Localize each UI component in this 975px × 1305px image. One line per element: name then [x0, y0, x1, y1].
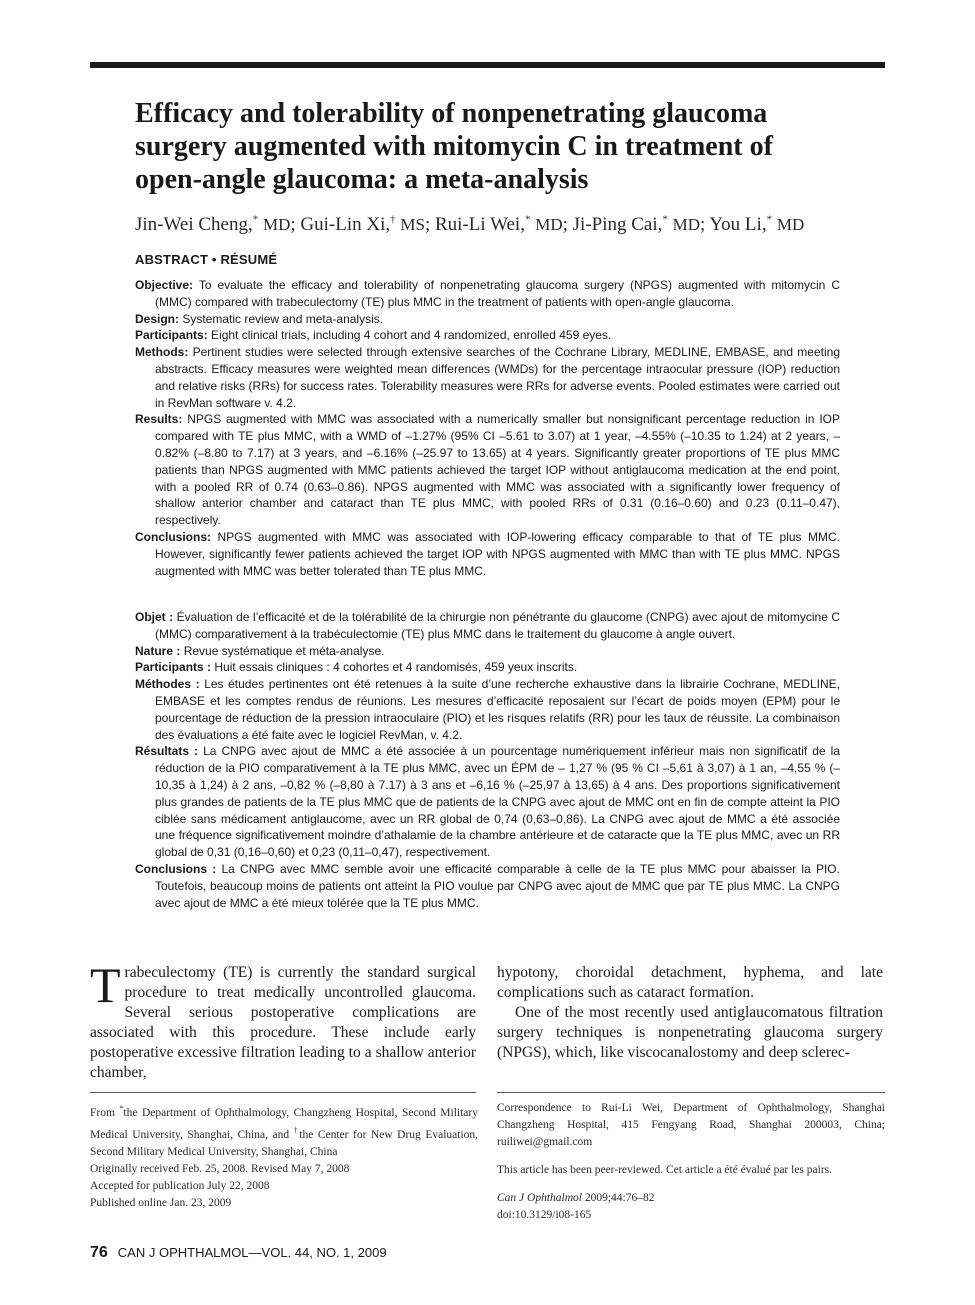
abstract-section: Participants: Eight clinical trials, including 4 cohort and 4 randomized, enrolled 459 eyes. [135, 328, 612, 343]
author: Jin-Wei Cheng,* MD; [135, 214, 301, 236]
author: Ji-Ping Cai,* MD; [572, 214, 710, 236]
page-footer [90, 1244, 387, 1262]
body-column-left [90, 957, 476, 1083]
body-paragraph: One of the most recently used antiglaucomatous filtration surgery techniques is nonpenetrating glaucoma surgery (NPGS), which, like viscocanalostomy and deep sclerec- [497, 1004, 883, 1061]
abstract-section: Methods: Pertinent studies were selected through extensive searches of the Cochrane Library, MEDLINE, EMBASE, and meeting abstracts. Efficacy measures were weighted mean differences (WMDs) for the percentage intraocular pressure (IOP) reduction and relative risks (RRs) for success rates. Tolerability measures were RRs for adverse events. Pooled estimates were carried out in RevMan software v. 4.2. [135, 345, 840, 410]
history-note [90, 1161, 478, 1212]
published-date: Published online Jan. 23, 2009 [90, 1197, 232, 1209]
abstract-heading: ABSTRACT • RÉSUMÉ [135, 252, 278, 267]
abstract-section: Méthodes : Les études pertinentes ont été retenues à la suite d’une recherche exhaustive dans la librairie Cochrane, MEDLINE, EMBASE et les comptes rendus de réunions. Les mesures d’efficacité reposaient sur l’écart de poids moyen (EPM) pour le pourcentage de réduction de la pression intraoculaire (PIO) et les risques relatifs (RR) pour les taux de réussite. La combinaison des évaluations a été faite avec le logiciel RevMan, v. 4.2. [135, 677, 840, 742]
body-paragraph: hypotony, choroidal detachment, hyphema, and late complications such as cataract formation. [497, 964, 883, 1001]
doi: doi:10.3129/i08-165 [497, 1209, 592, 1221]
citation: Can J Ophthalmol 2009;44:76–82 [497, 1192, 655, 1204]
correspondence-note: Correspondence to Rui-Li Wei, Department of Ophthalmology, Shanghai Changzheng Hospital, 415 Fengyang Road, Shanghai 200003, China; ruiliwei@gmail.com [497, 1102, 885, 1148]
footnote-rule [497, 1092, 885, 1093]
citation-note [497, 1190, 885, 1224]
peer-review-note: This article has been peer-reviewed. Cet article a été évalué par les pairs. [497, 1164, 833, 1176]
abstract-section: Objet : Évaluation de l’efficacité et de la tolérabilité de la chirurgie non pénétrante du glaucome (CNPG) avec ajout de mitomycine C (MMC) comparativement à la trabéculectomie (TE) plus MMC dans le traitement du glaucome à angle ouvert. [135, 610, 841, 641]
abstract-section: Participants : Huit essais cliniques : 4 cohortes et 4 randomisés, 459 yeux inscrits. [135, 660, 578, 675]
author: Gui-Lin Xi,† MS; [300, 214, 435, 236]
abstract-section: Conclusions : La CNPG avec MMC semble avoir une efficacité comparable à celle de la TE plus MMC pour abaisser la PIO. Toutefois, beaucoup moins de patients ont atteint la PIO voulue par CNPG avec ajout de MMC que par TE plus MMC. La CNPG avec ajout de MMC a été mieux tolérée que la TE plus MMC. [135, 861, 840, 910]
abstract-section: Nature : Revue systématique et méta-analyse. [135, 643, 385, 658]
journal-running-footer: CAN J OPHTHALMOL—VOL. 44, NO. 1, 2009 [117, 1245, 387, 1260]
author: Rui-Li Wei,* MD; [435, 214, 573, 236]
body-paragraph: Trabeculectomy (TE) is currently the standard surgical procedure to treat medically uncontrolled glaucoma. Several serious postoperative complications are associated with this procedure. These include early postoperative excessive filtration leading to a shallow anterior chamber, [90, 957, 476, 1081]
author: You Li,* MD [709, 214, 805, 236]
abstract-section: Objective: To evaluate the efficacy and tolerability of nonpenetrating glaucoma surgery (NPGS) augmented with mitomycin C (MMC) compared with trabeculectomy (TE) plus MMC in the treatment of patients with open-angle glaucoma. [135, 278, 841, 309]
received-date: Originally received Feb. 25, 2008. Revised May 7, 2008 [90, 1163, 350, 1175]
article-title: Efficacy and tolerability of nonpenetrating glaucoma surgery augmented with mitomycin C in treatment of open-angle glaucoma: a meta-analysis [135, 98, 773, 195]
abstract-section: Design: Systematic review and meta-analysis. [135, 311, 384, 326]
author-list [135, 208, 855, 237]
abstract-section: Résultats : La CNPG avec ajout de MMC a été associée à un pourcentage numériquement inférieur mais non significatif de la réduction de la PIO comparativement à la TE plus MMC, avec un ÉPM de – 1,27 % (95 % CI –5,61 à 3,07) à 1 an, –4,55 % (–10,35 à 1,24) à 2 ans, –0,82 % (–8,80 à 7.17) à 3 ans et –6,16 % (–25,97 à 13,65) à 4 ans. Des proportions significativement plus grandes de patients de la TE plus MMC que de patients de la CNPG avec ajout de MMC ont en fin de compte atteint la PIO ciblée sans médicament antiglaucome, avec un RR global de 0,74 (0,63–0,86). La CNPG avec ajout de MMC a été associée une fréquence significativement moindre d’athalamie de la chambre antérieure et de cataracte que la TE plus MMC, avec un RR global de 0,31 (0,16–0,60) et 0,23 (0,11–0,47), respectivement. [135, 744, 840, 860]
page-number: 76 [90, 1244, 108, 1261]
abstract-section: Results: NPGS augmented with MMC was associated with a numerically smaller but nonsignificant percentage reduction in IOP compared with TE plus MMC, with a WMD of –1.27% (95% CI –5.61 to 3.07) at 1 year, –4.55% (–10.35 to 1.24) at 2 years, –0.82% (–8.80 to 7.17) at 3 years, and –6.16% (–25.97 to 13.65) at 4 years. Significantly greater proportions of TE plus MMC patients than NPGS augmented with MMC patients achieved the target IOP without antiglaucoma medication at the end point, with a pooled RR of 0.74 (0.63–0.86). NPGS augmented with MMC was associated with a significantly lower frequency of shallow anterior chamber and cataract than TE plus MMC, with pooled RRs of 0.31 (0.16–0.60) and 0.23 (0.11–0.47), respectively. [135, 412, 840, 528]
abstract-french [135, 609, 840, 911]
abstract-section: Conclusions: NPGS augmented with MMC was associated with IOP-lowering efficacy comparable to that of TE plus MMC. However, significantly fewer patients achieved the target IOP with NPGS augmented with MMC than with TE plus MMC. NPGS augmented with MMC was better tolerated than TE plus MMC. [135, 529, 840, 578]
body-column-right [497, 963, 883, 1063]
abstract-english [135, 277, 840, 579]
drop-cap: T [90, 957, 121, 1013]
top-rule [90, 62, 885, 68]
footnote-rule [90, 1092, 476, 1093]
accepted-date: Accepted for publication July 22, 2008 [90, 1180, 270, 1192]
affiliation-note: From *the Department of Ophthalmology, Changzheng Hospital, Second Military Medical University, Shanghai, China, and †the Center for New Drug Evaluation, Second Military Medical University, Shanghai, China [90, 1104, 479, 1158]
